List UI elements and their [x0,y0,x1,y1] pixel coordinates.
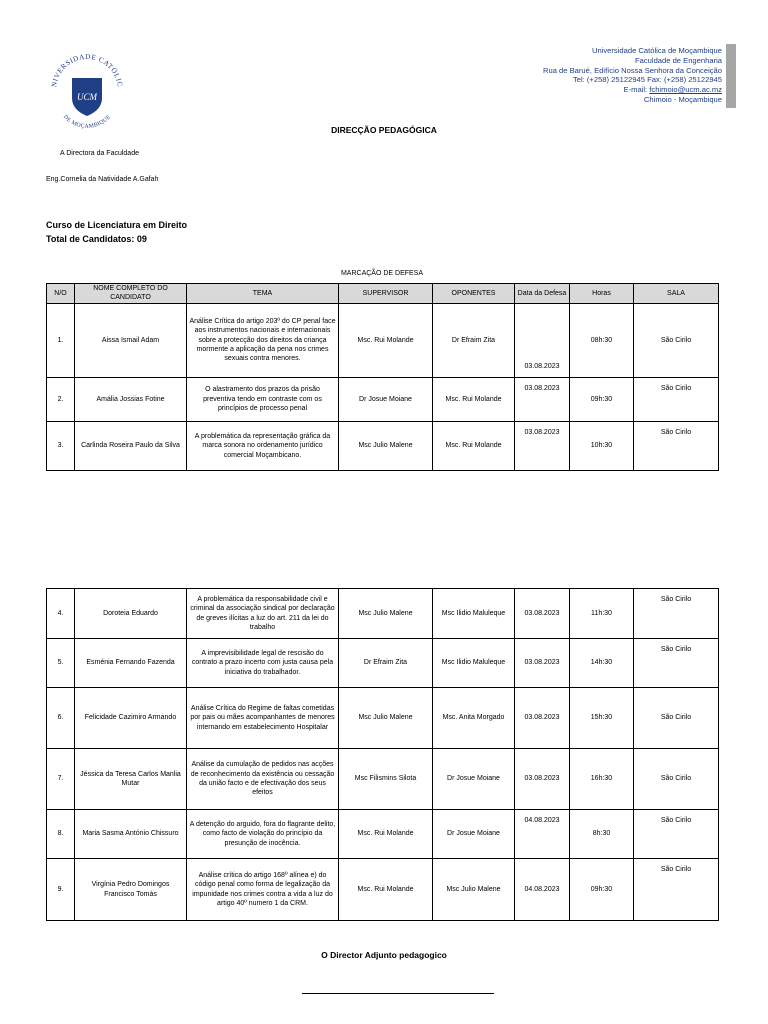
cell-supervisor: Dr Josue Moiane [339,377,433,421]
defense-schedule-table-1 [46,283,719,471]
cell-supervisor: Msc. Rui Molande [339,303,433,377]
cell-no: 1. [47,303,75,377]
logo-bottom-text: DE MOÇAMBIQUE [61,114,113,130]
cell-hora: 16h:30 [570,749,634,810]
cell-supervisor: Msc Julio Malene [339,421,433,470]
cell-supervisor: Msc Julio Malene [339,688,433,749]
cell-no: 7. [47,749,75,810]
signature-title: O Director Adjunto pedagogico [321,950,447,960]
table-row [47,688,719,749]
cell-supervisor: Msc Filismins Silota [339,749,433,810]
cell-hora: 8h:30 [570,810,634,859]
cell-oponente: Msc. Rui Molande [433,377,515,421]
signature-line [302,993,494,994]
cell-name: Carlinda Roseira Paulo da Silva [75,421,187,470]
email-link[interactable]: fchimoio@ucm.ac.mz [649,85,722,95]
cell-data: 03.08.2023 [515,303,570,377]
table-caption: MARCAÇÃO DE DEFESA [340,270,424,277]
cell-name: Amália Jossias Fotine [75,377,187,421]
cell-sala: São Cirilo [634,810,719,859]
cell-data: 03.08.2023 [515,377,570,421]
logo-top-text: NIVERSIDADE CATÓLIC [50,52,124,88]
table-row [47,749,719,810]
cell-hora: 08h:30 [570,303,634,377]
cell-data: 04.08.2023 [515,810,570,859]
addressee: A Directora da Faculdade [60,150,139,157]
cell-data: 03.08.2023 [515,421,570,470]
cell-tema: A problemática da responsabilidade civil e criminal da associação sindical por declaração de greves ilícitas a luz do art. 211 da lei do trabalho [187,589,339,639]
cell-no: 3. [47,421,75,470]
cell-sala: São Cirilo [634,303,719,377]
phone-line: Tel: (+258) 25122945 Fax: (+258) 25122945 [572,75,722,85]
cell-sala: São Cirilo [634,377,719,421]
page-title: DIRECÇÃO PEDAGÓGICA [331,125,437,135]
cell-oponente: Msc. Rui Molande [433,421,515,470]
course-block [46,218,187,246]
cell-sala: São Cirilo [634,749,719,810]
cell-tema: Análise Crítica do artigo 203º do CP penal face aos instrumentos nacionais e internacionais sobre a protecção dos direitos da criança mormente a aplicação da pena nos crimes sexuais contra menores. [187,303,339,377]
header-divider-bar [726,44,736,108]
faculty-name: Faculdade de Engenharia [635,55,722,65]
addressee-name: Eng.Cornelia da Natividade A.Gafah [46,176,159,183]
col-header-tema: TEMA [187,284,339,304]
cell-sala: São Cirilo [634,639,719,688]
table-row [47,810,719,859]
cell-name: Jéssica da Teresa Carlos Manlia Mutar [75,749,187,810]
cell-hora: 11h:30 [570,589,634,639]
cell-oponente: Msc. Anita Morgado [433,688,515,749]
address-line: Rua de Barué, Edifício Nossa Senhora da Conceição [543,65,722,75]
cell-tema: A imprevisibilidade legal de rescisão do contrato a prazo incerto com justa causa pela iniciativa do trabalhador. [187,639,339,688]
col-header-no: N/O [47,284,75,304]
table-row [47,421,719,470]
cell-oponente: Msc Ilidio Maluleque [433,639,515,688]
cell-hora: 10h:30 [570,421,634,470]
cell-name: Virgínia Pedro Domingos Francisco Tomás [75,859,187,921]
cell-name: Maria Sasma António Chissuro [75,810,187,859]
cell-no: 2. [47,377,75,421]
cell-no: 5. [47,639,75,688]
cell-data: 03.08.2023 [515,688,570,749]
cell-no: 9. [47,859,75,921]
cell-supervisor: Msc Julio Malene [339,589,433,639]
cell-data: 03.08.2023 [515,749,570,810]
cell-oponente: Msc Ilidio Maluleque [433,589,515,639]
cell-oponente: Dr Efraim Zita [433,303,515,377]
cell-oponente: Dr Josue Moiane [433,749,515,810]
table-row [47,639,719,688]
email-label: E-mail: [623,85,648,95]
cell-hora: 09h:30 [570,377,634,421]
table-row [47,589,719,639]
university-name: Universidade Católica de Moçambique [591,46,722,55]
defense-schedule-table-2 [46,588,719,921]
cell-hora: 15h:30 [570,688,634,749]
cell-no: 6. [47,688,75,749]
cell-tema: A problemática da representação gráfica da marca sonora no ordenamento jurídico comercial Moçambicano. [187,421,339,470]
cell-oponente: Msc Julio Malene [433,859,515,921]
university-logo [44,42,130,134]
logo-monogram: UCM [77,92,97,102]
cell-no: 8. [47,810,75,859]
cell-name: Esménia Fernando Fazenda [75,639,187,688]
cell-hora: 09h:30 [570,859,634,921]
email-line [422,85,722,95]
cell-data: 03.08.2023 [515,639,570,688]
col-header-sala: SALA [634,284,719,304]
cell-no: 4. [47,589,75,639]
cell-tema: Análise da cumulação de pedidos nas acções de reconhecimento da existência ou cessação da união facto e de efectivação dos seus efeitos [187,749,339,810]
col-header-name: NOME COMPLETO DO CANDIDATO [75,284,187,304]
cell-name: Felicidade Cazimiro Armando [75,688,187,749]
col-header-data: Data da Defesa [515,284,570,304]
cell-tema: O alastramento dos prazos da prisão preventiva tendo em contraste com os princípios de processo penal [187,377,339,421]
col-header-horas: Horas [570,284,634,304]
cell-sala: São Cirilo [634,859,719,921]
cell-sala: São Cirilo [634,421,719,470]
cell-supervisor: Msc. Rui Molande [339,810,433,859]
cell-tema: Análise crítica do artigo 168º alínea e) do código penal como forma de legalização da impunidade nos crimes contra a vida a luz do artigo 40º numero 1 da CRM. [187,859,339,921]
cell-tema: A detenção do arguido, fora do flagrante delito, como facto de violação do princípio da presunção de inocência. [187,810,339,859]
cell-name: Doroteia Eduardo [75,589,187,639]
cell-sala: São Cirilo [634,688,719,749]
cell-data: 04.08.2023 [515,859,570,921]
cell-supervisor: Msc. Rui Molande [339,859,433,921]
cell-sala: São Cirilo [634,589,719,639]
cell-oponente: Dr Josue Moiane [433,810,515,859]
city-line: Chimoio - Moçambique [643,94,722,104]
course-name: Curso de Licenciatura em Direito [46,220,188,230]
table-header-row [47,284,719,304]
cell-data: 03.08.2023 [515,589,570,639]
table-row [47,859,719,921]
col-header-supervisor: SUPERVISOR [339,284,433,304]
total-candidates: Total de Candidatos: 09 [46,234,147,244]
cell-name: Aissa Ismail Adam [75,303,187,377]
cell-supervisor: Dr Efraim Zita [339,639,433,688]
table-row [47,303,719,377]
col-header-oponentes: OPONENTES [433,284,515,304]
university-contact-block [422,46,722,105]
table-row [47,377,719,421]
cell-tema: Análise Crítica do Regime de faltas cometidas por pais ou mães acompanhantes de menores internando em estabelecimento Hospitalar [187,688,339,749]
cell-hora: 14h:30 [570,639,634,688]
